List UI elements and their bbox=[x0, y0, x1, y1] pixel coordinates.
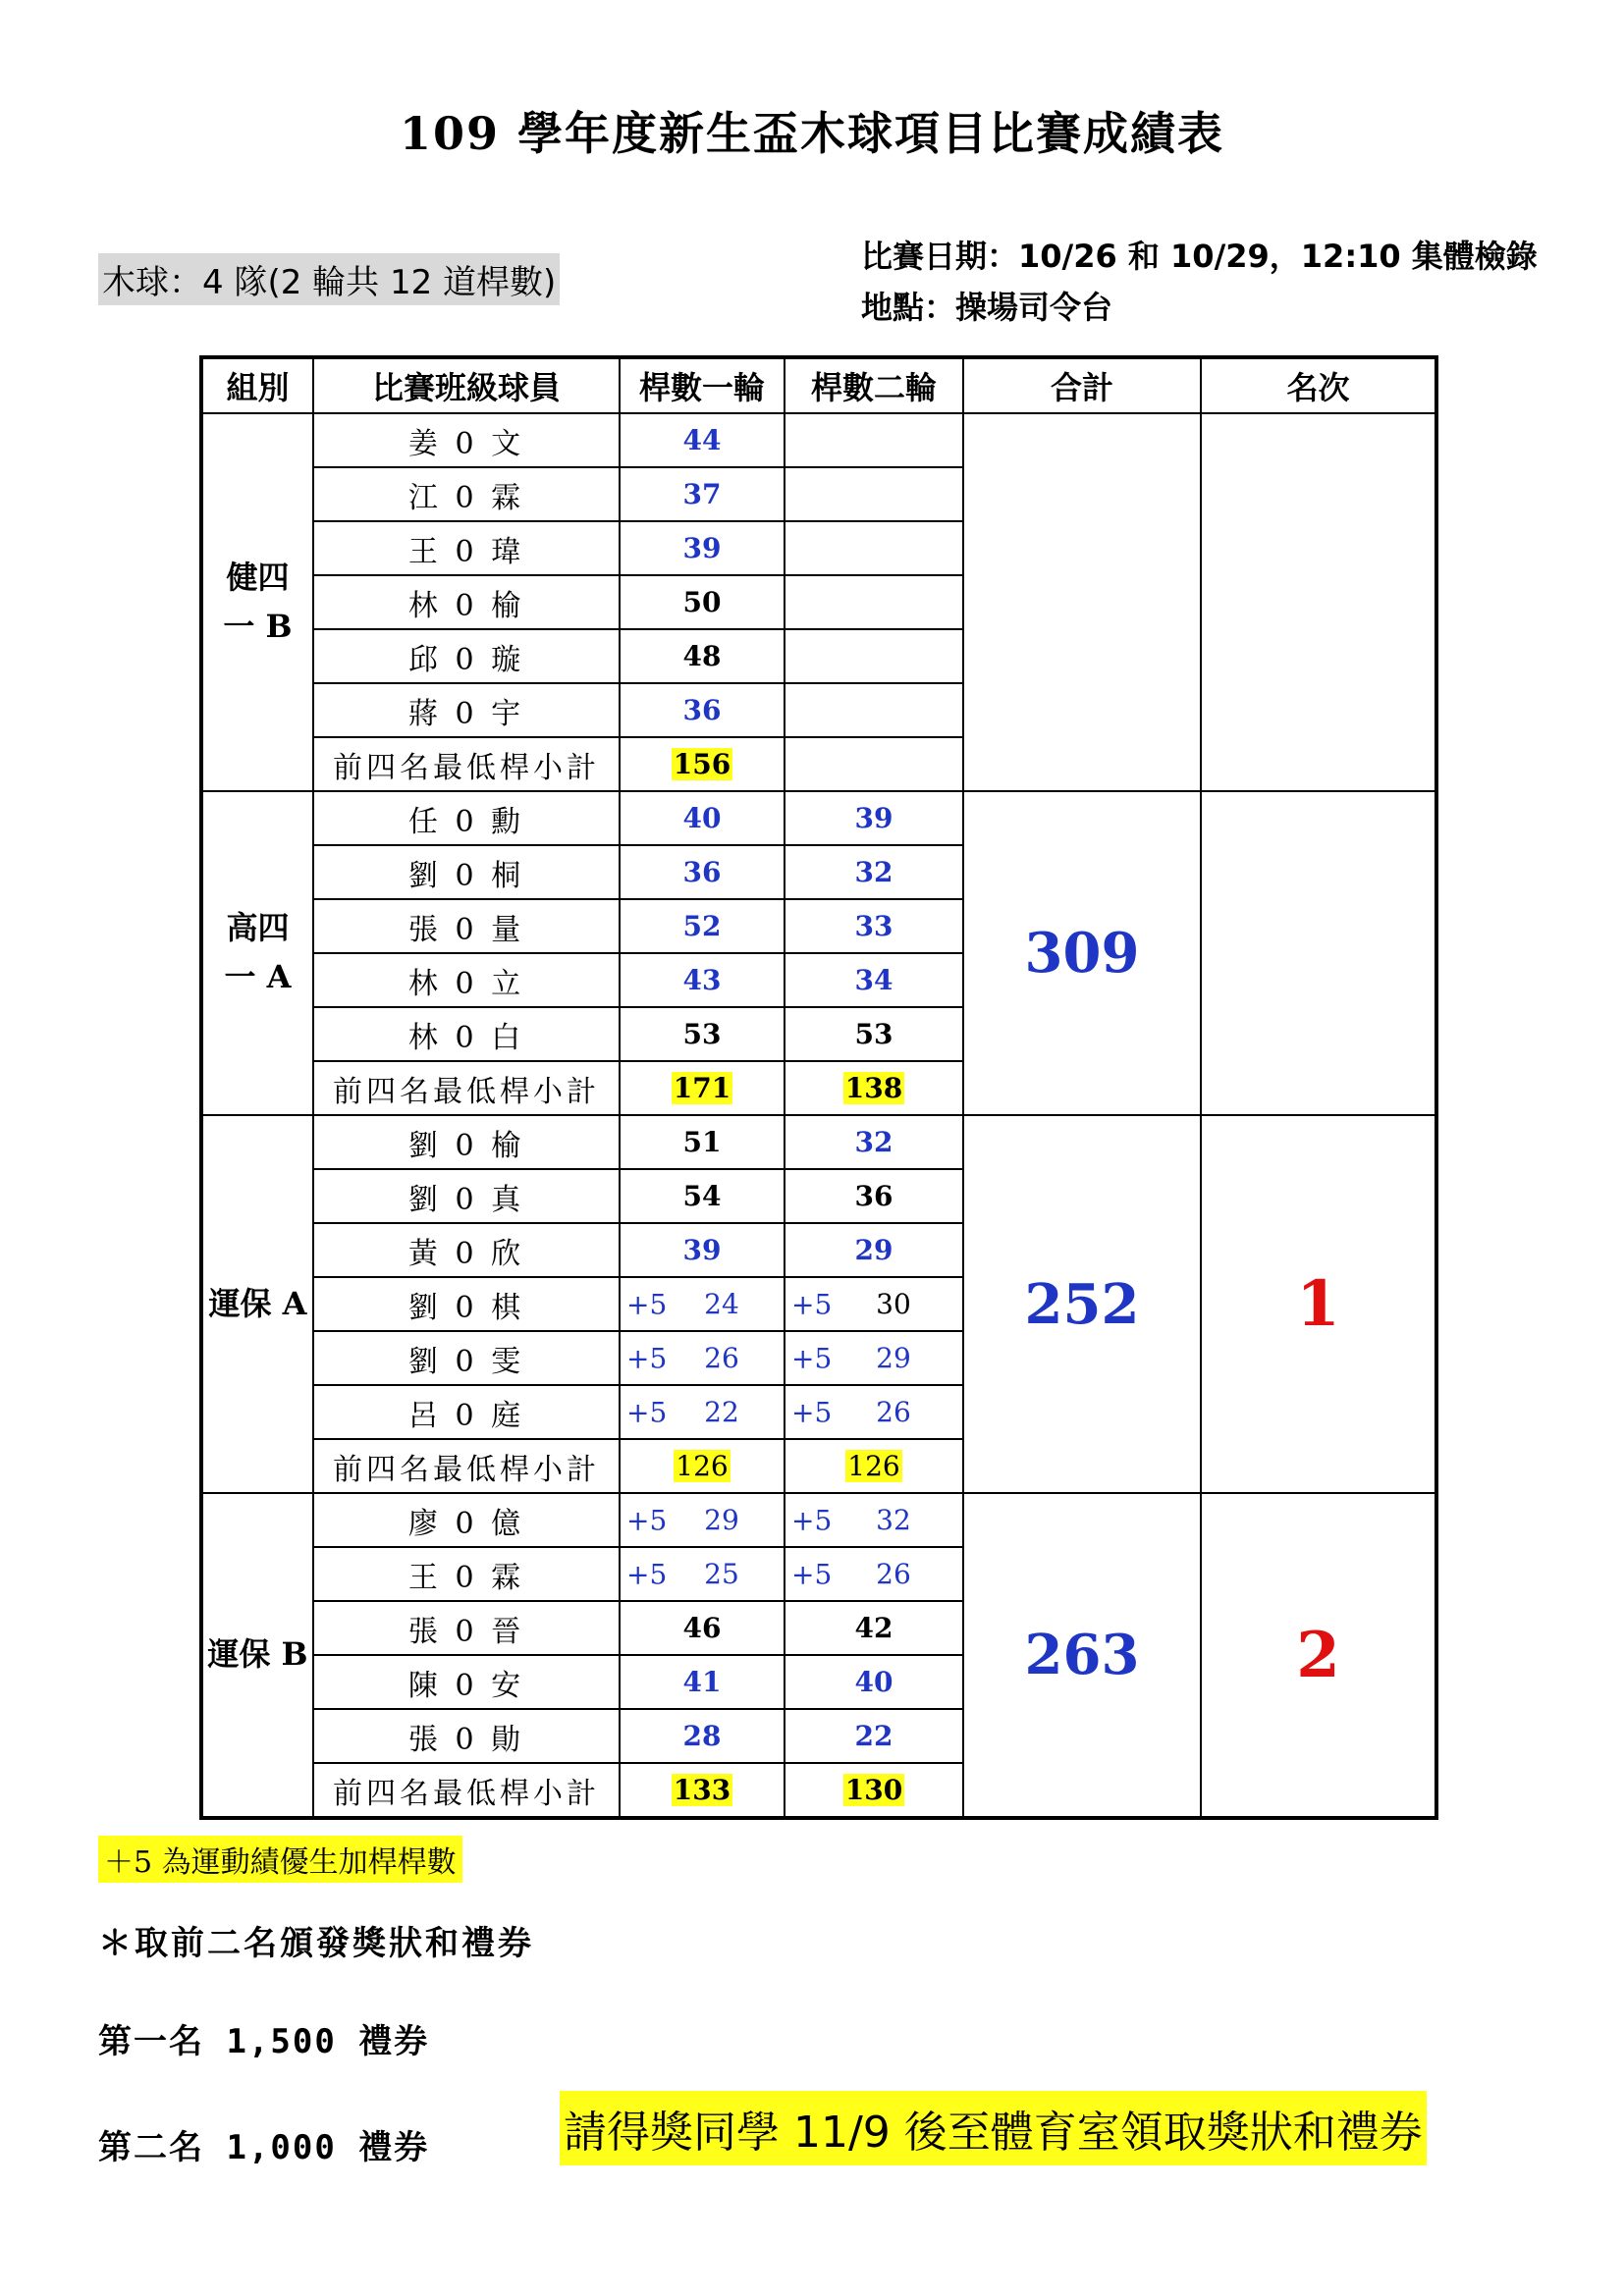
second-prize: 第二名 1,000 禮券 bbox=[98, 2128, 430, 2167]
group-rank: 1 bbox=[1201, 1115, 1436, 1493]
round2-score bbox=[785, 683, 963, 737]
score-value: 26 bbox=[876, 1558, 911, 1590]
group-total bbox=[963, 413, 1201, 791]
player-name: 陳 0 安 bbox=[313, 1655, 620, 1709]
bonus-mark: +5 bbox=[791, 1396, 833, 1428]
subtotal-round1: 171 bbox=[673, 1072, 731, 1104]
round1-score: 40 bbox=[620, 791, 785, 845]
round2-score bbox=[785, 629, 963, 683]
subtotal-label: 前四名最低桿小計 bbox=[313, 1439, 620, 1493]
round1-score: 54 bbox=[620, 1169, 785, 1223]
round1-score: 44 bbox=[620, 413, 785, 467]
player-name: 張 0 量 bbox=[313, 899, 620, 953]
subtotal-round2: 138 bbox=[844, 1072, 903, 1104]
header-rank: 名次 bbox=[1201, 357, 1436, 413]
round2-score bbox=[785, 467, 963, 521]
score-value: 32 bbox=[876, 1504, 911, 1536]
subtotal-round2 bbox=[785, 737, 963, 791]
round1-score: 41 bbox=[620, 1655, 785, 1709]
group-rank: 2 bbox=[1201, 1493, 1436, 1818]
round2-score: 29 bbox=[785, 1223, 963, 1277]
group-total: 252 bbox=[963, 1115, 1201, 1493]
player-name: 邱 0 璇 bbox=[313, 629, 620, 683]
header-players: 比賽班級球員 bbox=[313, 357, 620, 413]
round1-score bbox=[620, 1493, 785, 1547]
round1-score: 39 bbox=[620, 521, 785, 575]
player-name: 王 0 霖 bbox=[313, 1547, 620, 1601]
table-row bbox=[201, 413, 1436, 467]
score-value: 29 bbox=[704, 1504, 739, 1536]
subtotal-round1: 156 bbox=[673, 748, 731, 780]
bonus-note: ＋5 為運動績優生加桿桿數 bbox=[98, 1836, 462, 1883]
score-value: 24 bbox=[704, 1288, 739, 1320]
header-round2: 桿數二輪 bbox=[785, 357, 963, 413]
bonus-mark: +5 bbox=[626, 1288, 668, 1320]
player-name: 劉 0 棋 bbox=[313, 1277, 620, 1331]
player-name: 張 0 勛 bbox=[313, 1709, 620, 1763]
score-table bbox=[199, 355, 1438, 1820]
round1-score: 50 bbox=[620, 575, 785, 629]
bonus-mark: +5 bbox=[626, 1558, 668, 1590]
table-row bbox=[201, 791, 1436, 845]
header-round1: 桿數一輪 bbox=[620, 357, 785, 413]
page-title: 109 學年度新生盃木球項目比賽成績表 bbox=[399, 107, 1225, 160]
claim-notice: 請得獎同學 11/9 後至體育室領取獎狀和禮券 bbox=[560, 2091, 1427, 2165]
subtotal-label: 前四名最低桿小計 bbox=[313, 1061, 620, 1115]
first-prize: 第一名 1,500 禮券 bbox=[98, 2022, 430, 2061]
group-rank bbox=[1201, 791, 1436, 1115]
round1-score: 48 bbox=[620, 629, 785, 683]
round2-score: 22 bbox=[785, 1709, 963, 1763]
round2-score: 39 bbox=[785, 791, 963, 845]
round2-score bbox=[785, 575, 963, 629]
score-value: 26 bbox=[876, 1396, 911, 1428]
group-name-line: 一 B bbox=[223, 607, 293, 645]
round1-score: 36 bbox=[620, 845, 785, 899]
subtotal-round2: 126 bbox=[847, 1450, 900, 1482]
subtotal-round1: 133 bbox=[673, 1774, 731, 1806]
bonus-mark: +5 bbox=[791, 1504, 833, 1536]
player-name: 姜 0 文 bbox=[313, 413, 620, 467]
bonus-mark: +5 bbox=[626, 1504, 668, 1536]
round2-score: 36 bbox=[785, 1169, 963, 1223]
player-name: 林 0 榆 bbox=[313, 575, 620, 629]
group-name-line: 高四 bbox=[226, 909, 290, 947]
player-name: 劉 0 桐 bbox=[313, 845, 620, 899]
round1-score: 36 bbox=[620, 683, 785, 737]
subtotal-round1: 126 bbox=[676, 1450, 729, 1482]
round2-score: 34 bbox=[785, 953, 963, 1007]
group-name-line: 一 A bbox=[224, 958, 292, 995]
table-row bbox=[201, 1115, 1436, 1169]
player-name: 劉 0 真 bbox=[313, 1169, 620, 1223]
group-name bbox=[201, 413, 313, 791]
subtotal-label: 前四名最低桿小計 bbox=[313, 737, 620, 791]
round2-score: 33 bbox=[785, 899, 963, 953]
player-name: 林 0 立 bbox=[313, 953, 620, 1007]
round2-score bbox=[785, 521, 963, 575]
header-group: 組別 bbox=[201, 357, 313, 413]
round2-score bbox=[785, 1547, 963, 1601]
round2-score bbox=[785, 413, 963, 467]
group-name-line: 健四 bbox=[226, 558, 290, 596]
bonus-mark: +5 bbox=[626, 1342, 668, 1374]
player-name: 劉 0 榆 bbox=[313, 1115, 620, 1169]
score-value: 22 bbox=[704, 1396, 739, 1428]
round1-score: 28 bbox=[620, 1709, 785, 1763]
round1-score: 51 bbox=[620, 1115, 785, 1169]
round2-score: 53 bbox=[785, 1007, 963, 1061]
round1-score: 39 bbox=[620, 1223, 785, 1277]
event-subtitle: 木球：4 隊(2 輪共 12 道桿數) bbox=[98, 253, 560, 305]
header-row bbox=[201, 357, 1436, 413]
round2-score bbox=[785, 1331, 963, 1385]
round1-score bbox=[620, 1547, 785, 1601]
round1-score: 52 bbox=[620, 899, 785, 953]
round1-score: 37 bbox=[620, 467, 785, 521]
player-name: 劉 0 雯 bbox=[313, 1331, 620, 1385]
match-date: 比賽日期：10/26 和 10/29，12:10 集體檢錄 bbox=[861, 238, 1538, 275]
player-name: 任 0 勳 bbox=[313, 791, 620, 845]
bonus-mark: +5 bbox=[791, 1558, 833, 1590]
score-value: 25 bbox=[704, 1558, 739, 1590]
player-name: 廖 0 億 bbox=[313, 1493, 620, 1547]
player-name: 王 0 瑋 bbox=[313, 521, 620, 575]
score-value: 29 bbox=[876, 1342, 911, 1374]
round1-score: 46 bbox=[620, 1601, 785, 1655]
subtotal-round2: 130 bbox=[844, 1774, 903, 1806]
round2-score: 42 bbox=[785, 1601, 963, 1655]
round2-score bbox=[785, 1277, 963, 1331]
round2-score: 40 bbox=[785, 1655, 963, 1709]
bonus-mark: +5 bbox=[791, 1288, 833, 1320]
player-name: 江 0 霖 bbox=[313, 467, 620, 521]
group-total: 309 bbox=[963, 791, 1201, 1115]
group-name: 運保 B bbox=[201, 1493, 313, 1818]
header-total: 合計 bbox=[963, 357, 1201, 413]
player-name: 蔣 0 宇 bbox=[313, 683, 620, 737]
prize-heading: ＊取前二名頒發獎狀和禮券 bbox=[98, 1924, 534, 1963]
group-name bbox=[201, 791, 313, 1115]
score-value: 26 bbox=[704, 1342, 739, 1374]
group-total: 263 bbox=[963, 1493, 1201, 1818]
round2-score bbox=[785, 1385, 963, 1439]
group-rank bbox=[1201, 413, 1436, 791]
round1-score: 53 bbox=[620, 1007, 785, 1061]
bonus-mark: +5 bbox=[626, 1396, 668, 1428]
player-name: 林 0 白 bbox=[313, 1007, 620, 1061]
bonus-mark: +5 bbox=[791, 1342, 833, 1374]
player-name: 張 0 晉 bbox=[313, 1601, 620, 1655]
subtotal-label: 前四名最低桿小計 bbox=[313, 1763, 620, 1818]
score-value: 30 bbox=[876, 1288, 911, 1320]
round2-score: 32 bbox=[785, 1115, 963, 1169]
round1-score bbox=[620, 1277, 785, 1331]
round2-score bbox=[785, 1493, 963, 1547]
round2-score: 32 bbox=[785, 845, 963, 899]
round1-score bbox=[620, 1385, 785, 1439]
group-name: 運保 A bbox=[201, 1115, 313, 1493]
table-row bbox=[201, 1493, 1436, 1547]
player-name: 呂 0 庭 bbox=[313, 1385, 620, 1439]
match-location: 地點：操場司令台 bbox=[861, 289, 1113, 326]
round1-score: 43 bbox=[620, 953, 785, 1007]
player-name: 黃 0 欣 bbox=[313, 1223, 620, 1277]
round1-score bbox=[620, 1331, 785, 1385]
